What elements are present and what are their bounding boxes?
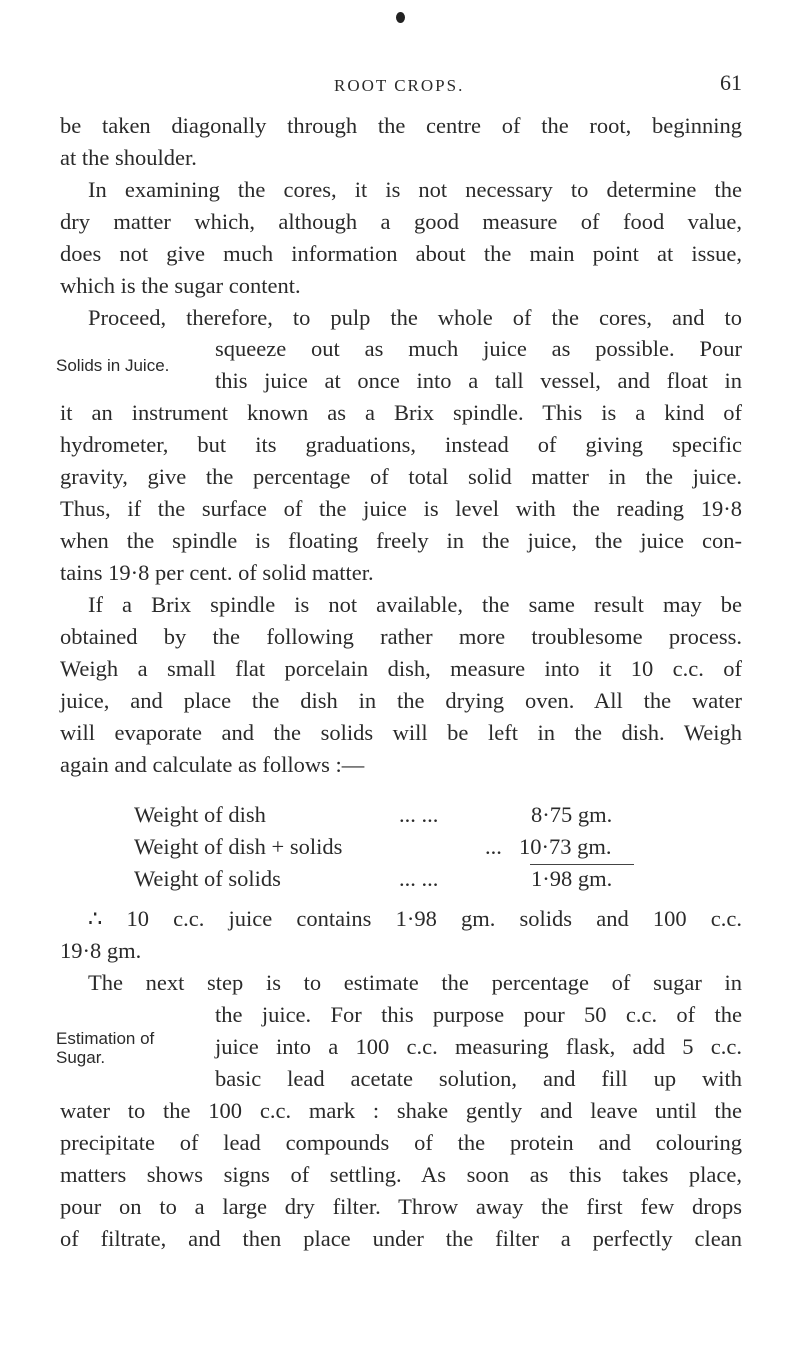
text-line: squeeze out as much juice as possible. Pour [215, 336, 742, 361]
calc-label: Weight of dish + solids [134, 834, 343, 859]
text-line: it an instrument known as a Brix spindle. This is a kind of [60, 400, 742, 425]
text-line: juice, and place the dish in the drying oven. All the water [60, 688, 742, 713]
text-line: which is the sugar content. [60, 273, 301, 298]
text-line: again and calculate as follows :— [60, 752, 365, 777]
text-line: of filtrate, and then place under the filter a perfectly clean [60, 1226, 742, 1251]
margin-note-sugar-1: Estimation of [56, 1029, 155, 1048]
text-line: water to the 100 c.c. mark : shake gently and leave until the [60, 1098, 742, 1123]
text-line: this juice at once into a tall vessel, and float in [215, 368, 742, 393]
sum-rule [530, 864, 634, 865]
text-line: at the shoulder. [60, 145, 197, 170]
calc-label: Weight of dish [134, 802, 266, 827]
text-line: pour on to a large dry filter. Throw away the first few drops [60, 1194, 742, 1219]
text-line: Thus, if the surface of the juice is level with the reading 19·8 [60, 496, 742, 521]
calc-leader: ... ... [399, 866, 439, 891]
calc-value: 10·73 gm. [519, 834, 612, 859]
text-line: when the spindle is floating freely in the juice, the juice con- [60, 528, 742, 553]
text-line: ∴ 10 c.c. juice contains 1·98 gm. solids and 100 c.c. [88, 906, 742, 931]
text-line: The next step is to estimate the percentage of sugar in [88, 970, 742, 995]
text-line: obtained by the following rather more troublesome process. [60, 624, 742, 649]
text-line: juice into a 100 c.c. measuring flask, add 5 c.c. [215, 1034, 742, 1059]
text-line: In examining the cores, it is not necessary to determine the [88, 177, 742, 202]
text-line: Weigh a small flat porcelain dish, measure into it 10 c.c. of [60, 656, 742, 681]
text-line: dry matter which, although a good measure of food value, [60, 209, 742, 234]
text-line: matters shows signs of settling. As soon as this takes place, [60, 1162, 742, 1187]
text-line: precipitate of lead compounds of the protein and colouring [60, 1130, 742, 1155]
text-line: If a Brix spindle is not available, the same result may be [88, 592, 742, 617]
margin-note-sugar-2: Sugar. [56, 1048, 106, 1067]
text-line: hydrometer, but its graduations, instead of giving specific [60, 432, 742, 457]
margin-note-solids: Solids in Juice. [56, 356, 170, 375]
text-line: does not give much information about the main point at issue, [60, 241, 742, 266]
calc-value: 1·98 gm. [531, 866, 613, 891]
text-line: the juice. For this purpose pour 50 c.c. of the [215, 1002, 742, 1027]
text-line: will evaporate and the solids will be left in the dish. Weigh [60, 720, 742, 745]
calc-leader: ... [485, 834, 502, 859]
calc-value: 8·75 gm. [531, 802, 613, 827]
page-number: 61 [720, 70, 742, 95]
calc-leader: ... ... [399, 802, 439, 827]
ink-blot-mark [396, 12, 405, 23]
page-header [0, 70, 800, 106]
calc-label: Weight of solids [134, 866, 281, 891]
text-line: 19·8 gm. [60, 938, 142, 963]
text-line: basic lead acetate solution, and fill up with [215, 1066, 742, 1091]
text-line: gravity, give the percentage of total solid matter in the juice. [60, 464, 742, 489]
text-line: be taken diagonally through the centre of the root, beginning [60, 113, 742, 138]
text-line: tains 19·8 per cent. of solid matter. [60, 560, 374, 585]
running-title: ROOT CROPS. [334, 76, 465, 95]
text-line: Proceed, therefore, to pulp the whole of the cores, and to [88, 305, 742, 330]
